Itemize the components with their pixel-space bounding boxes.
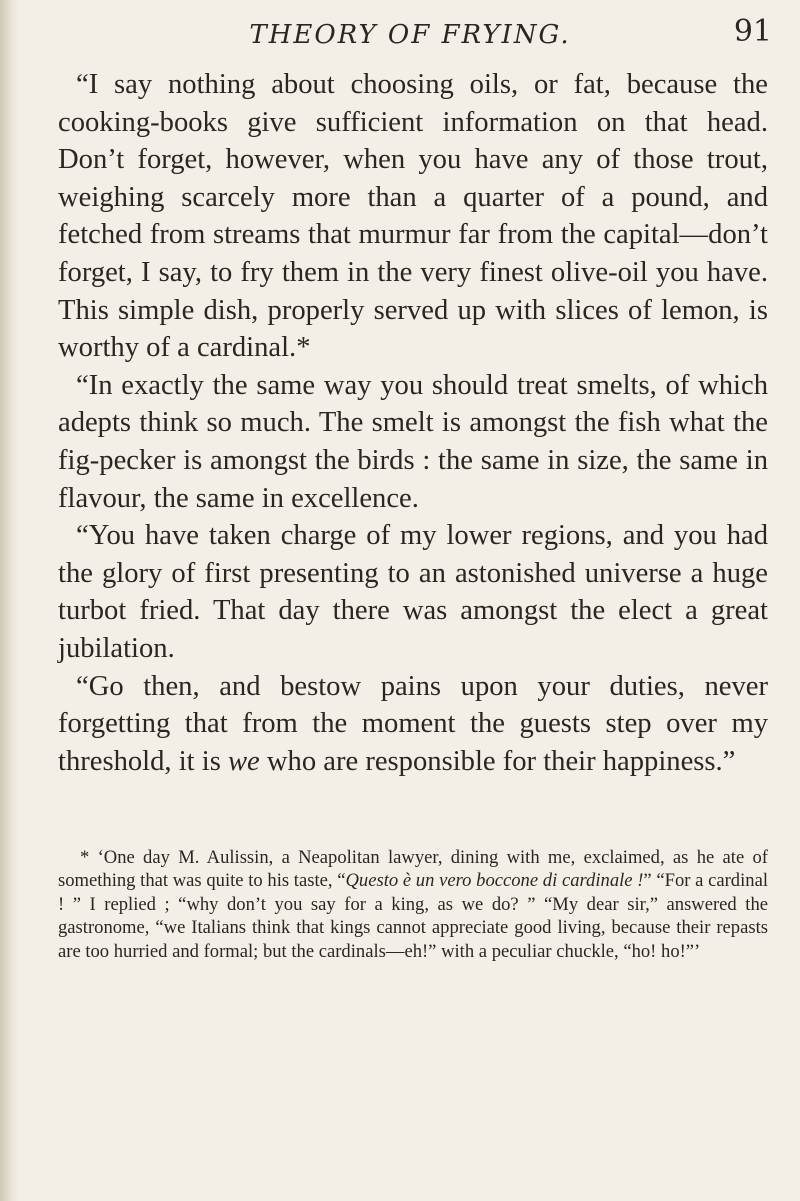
paragraph: “In exactly the same way you should treat smelts, of which adepts think so much. The smelt is amongst the fish what the fig-pecker is amongst the birds : the same in size, the same in flavour, the same in excellence. bbox=[58, 369, 768, 514]
paragraph bbox=[58, 668, 768, 781]
paragraph-text: “Go then, and bestow pains upon your duties, never forgetting that from the moment the guests step over my threshold, it is bbox=[58, 670, 768, 777]
running-head: THEORY OF FRYING. bbox=[249, 20, 571, 50]
footnote bbox=[58, 846, 768, 963]
page-header bbox=[40, 14, 780, 54]
paragraph-text: who are responsible for their happiness.” bbox=[259, 745, 736, 777]
emphasis-text: we bbox=[227, 745, 260, 777]
book-spine-shadow bbox=[0, 0, 18, 1201]
footnote-italic-quote: Questo è un vero boccone di cardinale ! bbox=[345, 870, 644, 892]
main-text bbox=[58, 66, 768, 780]
paragraph: “You have taken charge of my lower regions, and you had the glory of first presenting to an astonished universe a huge turbot fried. That day there was amongst the elect a great jubilation. bbox=[58, 520, 768, 664]
footnote-text: ” “For a cardinal ! ” I replied ; “why don’t you say for a king, as we do? ” “My dear sir,” answered the gastronome, “we Italians think that kings cannot appreciate good living, because their repasts are too hurried and formal; but the cardinals—eh!” with a peculiar chuckle, “ho! ho!”’ bbox=[58, 870, 768, 962]
footnote-text: * ‘One day M. Aulissin, a Neapolitan lawyer, dining with me, exclaimed, as he ate of something that was quite to his taste, “ bbox=[58, 847, 768, 892]
paragraph: “I say nothing about choosing oils, or fat, because the cooking-books give sufficient information on that head. Don’t forget, however, when you have any of those trout, weighing scarcely more than a quarter of a pound, and fetched from streams that murmur far from the capital—don’t forget, I say, to fry them in the very finest olive-oil you have. This simple dish, properly served up with slices of lemon, is worthy of a cardinal.* bbox=[58, 69, 768, 364]
page-number: 91 bbox=[733, 14, 772, 49]
